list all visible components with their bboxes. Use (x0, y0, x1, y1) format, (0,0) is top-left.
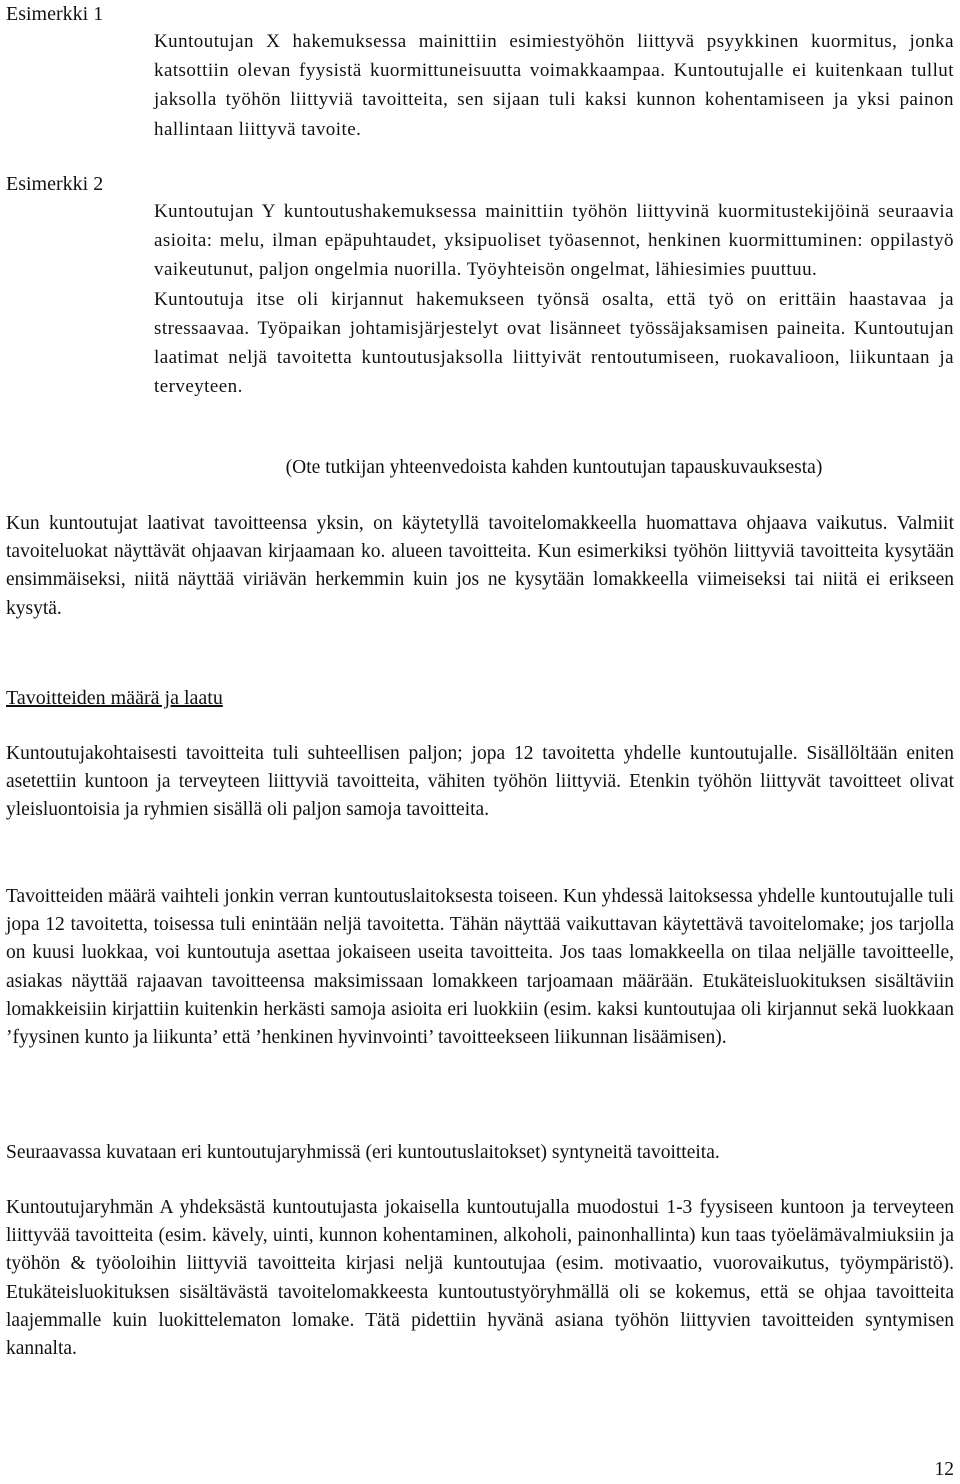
example-caption: (Ote tutkijan yhteenvedoista kahden kuntoutujan tapauskuvauksesta) (285, 457, 823, 478)
page-number: 12 (934, 1459, 954, 1480)
example-2-text (154, 197, 954, 401)
example-2-paragraph-2: Kuntoutuja itse oli kirjannut hakemukseen työnsä osalta, että työ on erittäin haastavaa ja stressaavaa. Työpaikan johtamisjärjestelyt ovat lisänneet työssäjaksamisen paineita. Kuntoutujan laatimat neljä tavoitetta kuntoutusjaksolla liittyivät rentoutumiseen, ruokavalioon, liikuntaan ja terveyteen. (154, 288, 954, 398)
paragraph-2-text: Tavoitteiden määrä vaihteli jonkin verran kuntoutuslaitoksesta toiseen. Kun yhdessä laitoksessa yhdelle kuntoutujalle tuli jopa 12 tavoitetta, toisessa tuli enintään neljä tavoitetta. Tähän näyttää vaikuttavan käytettävä tavoitelomake; jos tarjolla on kuusi luokkaa, voi kuntoutuja asettaa jokaiseen useita tavoitteita. Jos taas lomakkeella on tilaa neljälle tavoitteelle, asiakas näyttää rajaavan tavoitteensa maksimissaan lomakkeen tarjoamaan määrään. Etukäteisluokituksen sisältäviin lomakkeisiin kirjattiin kuitenkin herkästi samoja asioita eri luokkiin (esim. kaksi kuntoutujaa oli kirjannut sekä luokkaan ’fyysinen kunto ja liikunta’ että ’henkinen hyvinvointi’ tavoitteekseen liikunnan lisäämisen). (6, 886, 954, 1049)
intro-paragraph-text: Kun kuntoutujat laativat tavoitteensa yksin, on käytetyllä tavoitelomakkeella huomattava ohjaava vaikutus. Valmiit tavoiteluokat näyttävät ohjaavan kirjaamaan ko. alueen tavoitteita. Kun esimerkiksi työhön liittyviä tavoitteita kysytään ensimmäiseksi, niitä näyttää viriävän herkemmin kuin jos ne kysytään lomakkeella viimeiseksi tai niitä ei erikseen kysytä. (6, 513, 954, 619)
paragraph-3-text: Seuraavassa kuvataan eri kuntoutujaryhmissä (eri kuntoutuslaitokset) syntyneitä tavoitteita. (6, 1142, 720, 1163)
example-1-label: Esimerkki 1 (6, 3, 104, 25)
example-1-paragraph: Kuntoutujan X hakemuksessa mainittiin esimiestyöhön liittyvä psyykkinen kuormitus, jonka katsottiin olevan fyysistä kuormittuneisuutta voimakkaampaa. Kuntoutujalle ei kuitenkaan tullut jaksolla työhön liittyviä tavoitteita, sen sijaan tuli kaksi kunnon kohentamiseen ja yksi painon hallintaan liittyvä tavoite. (154, 31, 954, 140)
example-1-text (154, 27, 954, 144)
paragraph-4-text: Kuntoutujaryhmän A yhdeksästä kuntoutujasta jokaisella kuntoutujalla muodostui 1-3 fyysiseen kuntoon ja terveyteen liittyvää tavoitteita (esim. kävely, uinti, kunnon kohentaminen, alkoholi, painonhallinta) kun taas työelämävalmiuksiin ja työhön & työoloihin liittyviä tavoitteita kirjasi neljä kuntoutujaa (esim. motivaatio, vuorovaikutus, työympäristö). Etukäteisluokituksen sisältävästä tavoitelomakkeesta kuntoutustyöryhmällä oli se kokemus, että se ohjaa tavoitteita laajemmalle kuin luokittelematon lomake. Tätä pidettiin hyvänä asiana työhön liittyvien tavoitteiden syntymisen kannalta. (6, 1197, 954, 1360)
intro-paragraph (6, 510, 954, 623)
paragraph-2 (6, 883, 954, 1052)
paragraph-1 (6, 740, 954, 825)
section-heading: Tavoitteiden määrä ja laatu (6, 687, 223, 709)
paragraph-1-text: Kuntoutujakohtaisesti tavoitteita tuli suhteellisen paljon; jopa 12 tavoitetta yhdelle kuntoutujalle. Sisällöltään eniten asetettiin kuntoon ja terveyteen liittyviä tavoitteita, vähiten työhön liittyviä. Etenkin työhön liittyvät tavoitteet olivat yleisluontoisia ja ryhmien sisällä oli paljon samoja tavoitteita. (6, 743, 954, 821)
example-2-label: Esimerkki 2 (6, 173, 104, 195)
example-2-paragraph-1: Kuntoutujan Y kuntoutushakemuksessa mainittiin työhön liittyvinä kuormitustekijöinä seuraavia asioita: melu, ilman epäpuhtaudet, yksipuoliset työasennot, henkinen kuormittuminen: oppilastyö vaikeutunut, paljon ongelmia nuorilla. Työyhteisön ongelmat, lähiesimies puuttuu. (154, 201, 954, 281)
paragraph-4 (6, 1194, 954, 1363)
paragraph-3 (6, 1139, 954, 1167)
